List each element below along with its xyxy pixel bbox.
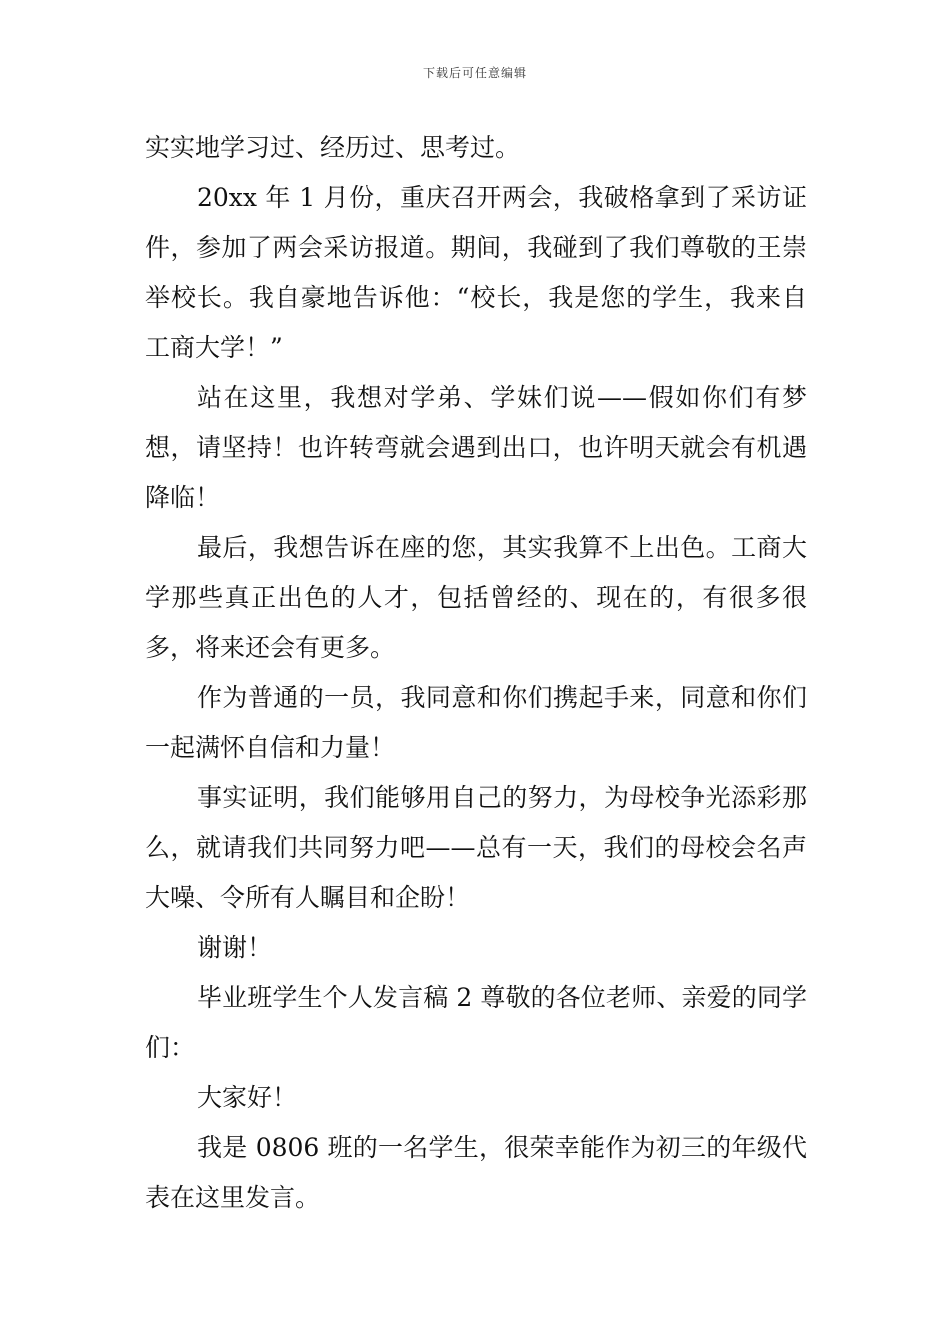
paragraph-continuation: 实实地学习过、经历过、思考过。 xyxy=(145,133,521,162)
paragraph-effort: 事实证明，我们能够用自己的努力，为母校争光添彩那么，就请我们共同努力吧——总有一天，我们的母校会名声大噪、令所有人瞩目和企盼！ xyxy=(145,783,807,912)
paragraph-two-sessions: 20xx 年 1 月份，重庆召开两会，我破格拿到了采访证件，参加了两会采访报道。期间，我碰到了我们尊敬的王崇举校长。我自豪地告诉他：“校长，我是您的学生，我来自工商大学！” xyxy=(145,183,807,362)
paragraph-dream: 站在这里，我想对学弟、学妹们说——假如你们有梦想，请坚持！也许转弯就会遇到出口，也许明天就会有机遇降临！ xyxy=(145,383,807,512)
paragraph-greeting: 大家好！ xyxy=(197,1083,298,1112)
paragraph-final: 最后，我想告诉在座的您，其实我算不上出色。工商大学那些真正出色的人才，包括曾经的、现在的，有很多很多，将来还会有更多。 xyxy=(145,533,807,662)
document-body xyxy=(145,123,807,1223)
paragraph-thanks: 谢谢！ xyxy=(197,933,273,962)
page-header: 下载后可任意编辑 xyxy=(422,66,527,80)
paragraph-speech-two-title: 毕业班学生个人发言稿 2 尊敬的各位老师、亲爱的同学们： xyxy=(145,983,807,1062)
paragraph-join-hands: 作为普通的一员，我同意和你们携起手来，同意和你们一起满怀自信和力量！ xyxy=(145,683,807,762)
paragraph-introduction: 我是 0806 班的一名学生，很荣幸能作为初三的年级代表在这里发言。 xyxy=(145,1133,807,1212)
